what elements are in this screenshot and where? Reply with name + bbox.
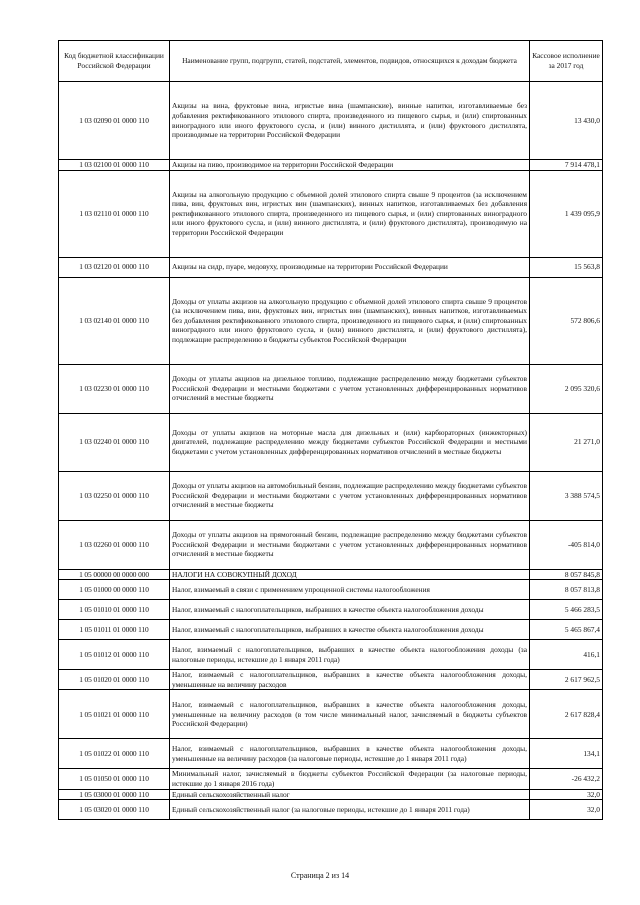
row-name: Налог, взимаемый с налогоплательщиков, выбравших в качестве объекта налогообложения доходы, уменьшенные на величину расходов bbox=[170, 670, 530, 690]
table-row bbox=[59, 520, 603, 569]
table-row bbox=[59, 769, 603, 789]
row-name: Акцизы на алкогольную продукцию с объемной долей этилового спирта свыше 9 процентов (за исключением пива, вин, фруктовых вин, игристых вин (шампанских), винных напитков, изготавливаемых без добавления ректификованного этилового спирта, произведенного из пищевого сырья, и (или) спиртованных виноградного или иного фруктового сусла, и (или) винного дистиллята, и (или) фруктового дистиллята), производимую на территории Российской Федерации bbox=[170, 170, 530, 257]
row-name: Доходы от уплаты акцизов на алкогольную продукцию с объемной долей этилового спирта свыше 9 процентов (за исключением пива, вин, фруктовых вин, игристых вин (шампанских), винных напитков, изготавливаемых без добавления ректификованного этилового спирта, произведенного из пищевого сырья, и (или) спиртованных виноградного или иного фруктового сусла, и (или) винного дистиллята, и (или) фруктового дистиллята), подлежащие распределению в бюджеты субъектов Российской Федерации bbox=[170, 277, 530, 364]
table-row bbox=[59, 800, 603, 820]
row-sum: 5 466 283,5 bbox=[530, 600, 603, 620]
row-code: 1 03 02090 01 0000 110 bbox=[59, 82, 170, 160]
row-sum: -26 432,2 bbox=[530, 769, 603, 789]
row-sum: 8 057 845,8 bbox=[530, 569, 603, 580]
row-name: Налог, взимаемый с налогоплательщиков, выбравших в качестве объекта налогообложения доходы bbox=[170, 600, 530, 620]
table-row bbox=[59, 569, 603, 580]
revenue-table bbox=[58, 40, 603, 820]
header-sum: Кассовое исполнение за 2017 год bbox=[530, 41, 603, 82]
row-sum: 32,0 bbox=[530, 789, 603, 800]
row-sum: 1 439 095,9 bbox=[530, 170, 603, 257]
row-name: Доходы от уплаты акцизов на моторные масла для дизельных и (или) карбюраторных (инжекторных) двигателей, подлежащие распределению между бюджетами субъектов Российской Федерации и местными бюджетами с учетом установленных дифференцированных нормативов отчислений в местные бюджеты bbox=[170, 413, 530, 471]
row-code: 1 03 02120 01 0000 110 bbox=[59, 257, 170, 277]
row-code: 1 05 01050 01 0000 110 bbox=[59, 769, 170, 789]
row-name: Налог, взимаемый в связи с применением упрощенной системы налогообложения bbox=[170, 580, 530, 600]
row-name: Единый сельскохозяйственный налог (за налоговые периоды, истекшие до 1 января 2011 года) bbox=[170, 800, 530, 820]
table-row bbox=[59, 471, 603, 520]
row-code: 1 03 02250 01 0000 110 bbox=[59, 471, 170, 520]
row-code: 1 03 02230 01 0000 110 bbox=[59, 364, 170, 413]
row-name: Единый сельскохозяйственный налог bbox=[170, 789, 530, 800]
row-name: Акцизы на сидр, пуаре, медовуху, производимые на территории Российской Федерации bbox=[170, 257, 530, 277]
table-row bbox=[59, 690, 603, 739]
row-sum: 572 806,6 bbox=[530, 277, 603, 364]
row-sum: 7 914 478,1 bbox=[530, 160, 603, 171]
row-sum: 13 430,0 bbox=[530, 82, 603, 160]
row-sum: 2 617 828,4 bbox=[530, 690, 603, 739]
table-row bbox=[59, 620, 603, 640]
row-code: 1 05 01010 01 0000 110 bbox=[59, 600, 170, 620]
row-sum: 8 057 813,8 bbox=[530, 580, 603, 600]
row-code: 1 05 01000 00 0000 110 bbox=[59, 580, 170, 600]
row-code: 1 03 02140 01 0000 110 bbox=[59, 277, 170, 364]
row-code: 1 05 01022 01 0000 110 bbox=[59, 739, 170, 769]
table-row bbox=[59, 580, 603, 600]
row-code: 1 05 01012 01 0000 110 bbox=[59, 640, 170, 670]
row-name: Доходы от уплаты акцизов на прямогонный бензин, подлежащие распределению между бюджетами субъектов Российской Федерации и местными бюджетами с учетом установленных дифференцированных нормативов отчислений в местные бюджеты bbox=[170, 520, 530, 569]
table-row bbox=[59, 600, 603, 620]
row-name: Доходы от уплаты акцизов на автомобильный бензин, подлежащие распределению между бюджетами субъектов Российской Федерации и местными бюджетами с учетом установленных дифференцированных нормативов отчислений в местные бюджеты bbox=[170, 471, 530, 520]
table-row bbox=[59, 640, 603, 670]
row-name: Налог, взимаемый с налогоплательщиков, выбравших в качестве объекта налогообложения доходы, уменьшенные на величину расходов (в том числе минимальный налог, зачисляемый в бюджеты субъектов Российской Федерации) bbox=[170, 690, 530, 739]
table-row bbox=[59, 257, 603, 277]
row-code: 1 03 02260 01 0000 110 bbox=[59, 520, 170, 569]
row-code: 1 03 02240 01 0000 110 bbox=[59, 413, 170, 471]
row-code: 1 05 01020 01 0000 110 bbox=[59, 670, 170, 690]
row-name: Акцизы на пиво, производимое на территории Российской Федерации bbox=[170, 160, 530, 171]
table-row bbox=[59, 739, 603, 769]
table-row bbox=[59, 789, 603, 800]
row-name: Акцизы на вина, фруктовые вина, игристые вина (шампанские), винные напитки, изготавливаемые без добавления ректификованного этилового спирта, произведенного из пищевого сырья, и (или) спиртованных виноградного или иного фруктового сусла, и (или) винного дистиллята, и (или) фруктового дистиллята, производимые на территории Российской Федерации bbox=[170, 82, 530, 160]
header-code: Код бюджетной классификации Российской Федерации bbox=[59, 41, 170, 82]
row-sum: 32,0 bbox=[530, 800, 603, 820]
row-sum: 15 563,8 bbox=[530, 257, 603, 277]
table-row bbox=[59, 413, 603, 471]
row-sum: -405 814,0 bbox=[530, 520, 603, 569]
row-name: Доходы от уплаты акцизов на дизельное топливо, подлежащие распределению между бюджетами субъектов Российской Федерации и местными бюджетами с учетом установленных дифференцированных нормативов отчислений в местные бюджеты bbox=[170, 364, 530, 413]
row-code: 1 03 02110 01 0000 110 bbox=[59, 170, 170, 257]
table-row bbox=[59, 277, 603, 364]
row-sum: 5 465 867,4 bbox=[530, 620, 603, 640]
table-row bbox=[59, 364, 603, 413]
row-name: Налог, взимаемый с налогоплательщиков, выбравших в качестве объекта налогообложения доходы bbox=[170, 620, 530, 640]
row-sum: 134,1 bbox=[530, 739, 603, 769]
row-name: Налог, взимаемый с налогоплательщиков, выбравших в качестве объекта налогообложения доходы, уменьшенные на величину расходов (за налоговые периоды, истекшие до 1 января 2011 года) bbox=[170, 739, 530, 769]
row-sum: 2 095 320,6 bbox=[530, 364, 603, 413]
budget-document bbox=[58, 40, 602, 820]
row-sum: 21 271,0 bbox=[530, 413, 603, 471]
header-name: Наименование групп, подгрупп, статей, подстатей, элементов, подвидов, относящихся к доходам бюджета bbox=[170, 41, 530, 82]
row-sum: 3 388 574,5 bbox=[530, 471, 603, 520]
page-number: Страница 2 из 14 bbox=[290, 871, 350, 880]
row-code: 1 05 01011 01 0000 110 bbox=[59, 620, 170, 640]
row-sum: 2 617 962,5 bbox=[530, 670, 603, 690]
table-row bbox=[59, 670, 603, 690]
row-code: 1 05 03020 01 0000 110 bbox=[59, 800, 170, 820]
table-row bbox=[59, 170, 603, 257]
row-name: НАЛОГИ НА СОВОКУПНЫЙ ДОХОД bbox=[170, 569, 530, 580]
row-sum: 416,1 bbox=[530, 640, 603, 670]
table-header-row bbox=[59, 41, 603, 82]
table-row bbox=[59, 160, 603, 171]
row-name: Минимальный налог, зачисляемый в бюджеты субъектов Российской Федерации (за налоговые периоды, истекшие до 1 января 2016 года) bbox=[170, 769, 530, 789]
row-name: Налог, взимаемый с налогоплательщиков, выбравших в качестве объекта налогообложения доходы (за налоговые периоды, истекшие до 1 января 2011 года) bbox=[170, 640, 530, 670]
row-code: 1 05 03000 01 0000 110 bbox=[59, 789, 170, 800]
row-code: 1 05 00000 00 0000 000 bbox=[59, 569, 170, 580]
table-row bbox=[59, 82, 603, 160]
row-code: 1 03 02100 01 0000 110 bbox=[59, 160, 170, 171]
row-code: 1 05 01021 01 0000 110 bbox=[59, 690, 170, 739]
